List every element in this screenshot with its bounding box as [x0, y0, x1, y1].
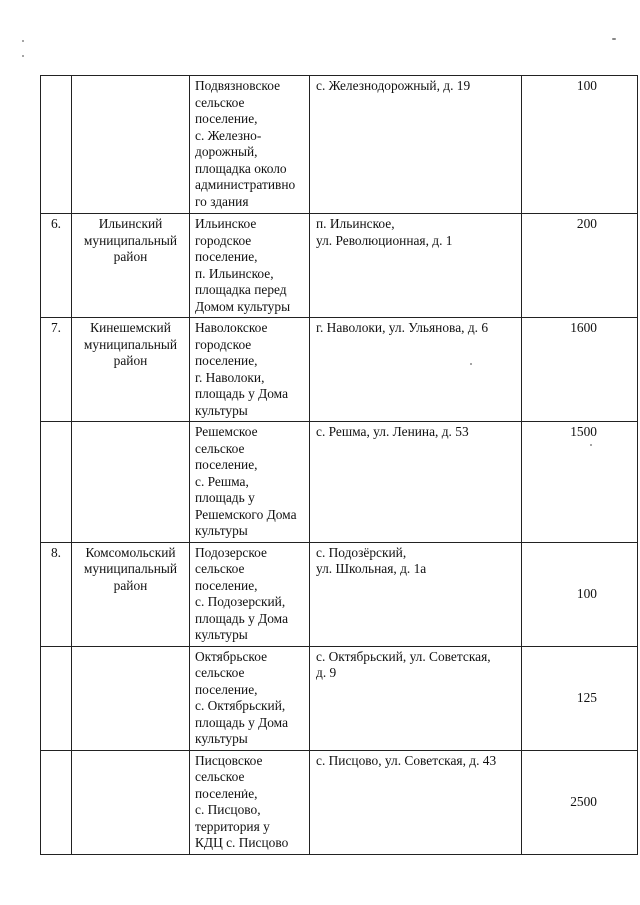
settlement-cell: Писцовское сельское поселение, с. Писцово, территория у КДЦ с. Писцово [190, 750, 310, 854]
venues-table [40, 75, 638, 855]
address-cell: с. Решма, ул. Ленина, д. 53 [310, 422, 522, 543]
scan-speck [22, 40, 24, 42]
address-cell: с. Октябрьский, ул. Советская, д. 9 [310, 646, 522, 750]
address-cell: п. Ильинское, ул. Революционная, д. 1 [310, 214, 522, 318]
row-number [41, 750, 72, 854]
table-row [41, 76, 638, 214]
table-row [41, 750, 638, 854]
settlement-cell: Подозерское сельское поселение, с. Подозерский, площадь у Дома культуры [190, 542, 310, 646]
count-cell: 125 [522, 646, 638, 750]
row-number: 7. [41, 318, 72, 422]
district-cell: Комсомольский муниципальный район [72, 542, 190, 646]
row-number: 6. [41, 214, 72, 318]
district-cell [72, 646, 190, 750]
settlement-cell: Решемское сельское поселение, с. Решма, площадь у Решемского Дома культуры [190, 422, 310, 543]
count-cell: 2500 [522, 750, 638, 854]
table-row [41, 318, 638, 422]
count-cell: 1500 [522, 422, 638, 543]
district-cell: Ильинский муниципальный район [72, 214, 190, 318]
count-cell: 100 [522, 76, 638, 214]
table-row [41, 214, 638, 318]
table-row [41, 646, 638, 750]
address-cell: с. Железнодорожный, д. 19 [310, 76, 522, 214]
row-number [41, 422, 72, 543]
address-cell: с. Подозёрский, ул. Школьная, д. 1а [310, 542, 522, 646]
count-cell: 200 [522, 214, 638, 318]
row-number: 8. [41, 542, 72, 646]
settlement-cell: Ильинское городское поселение, п. Ильинское, площадка перед Домом культуры [190, 214, 310, 318]
settlement-cell: Наволокское городское поселение, г. Наволоки, площадь у Дома культуры [190, 318, 310, 422]
address-cell: с. Писцово, ул. Советская, д. 43 [310, 750, 522, 854]
scan-speck [612, 38, 616, 40]
district-cell [72, 76, 190, 214]
settlement-cell: Октябрьское сельское поселение, с. Октябрьский, площадь у Дома культуры [190, 646, 310, 750]
district-cell: Кинешемский муниципальный район [72, 318, 190, 422]
row-number [41, 76, 72, 214]
table-row [41, 542, 638, 646]
row-number [41, 646, 72, 750]
table-row [41, 422, 638, 543]
district-cell [72, 422, 190, 543]
scan-speck [22, 55, 24, 57]
settlement-cell: Подвязновское сельское поселение, с. Железно- дорожный, площадка около административно го здания [190, 76, 310, 214]
address-cell: г. Наволоки, ул. Ульянова, д. 6 [310, 318, 522, 422]
count-cell: 1600 [522, 318, 638, 422]
district-cell [72, 750, 190, 854]
count-cell: 100 [522, 542, 638, 646]
